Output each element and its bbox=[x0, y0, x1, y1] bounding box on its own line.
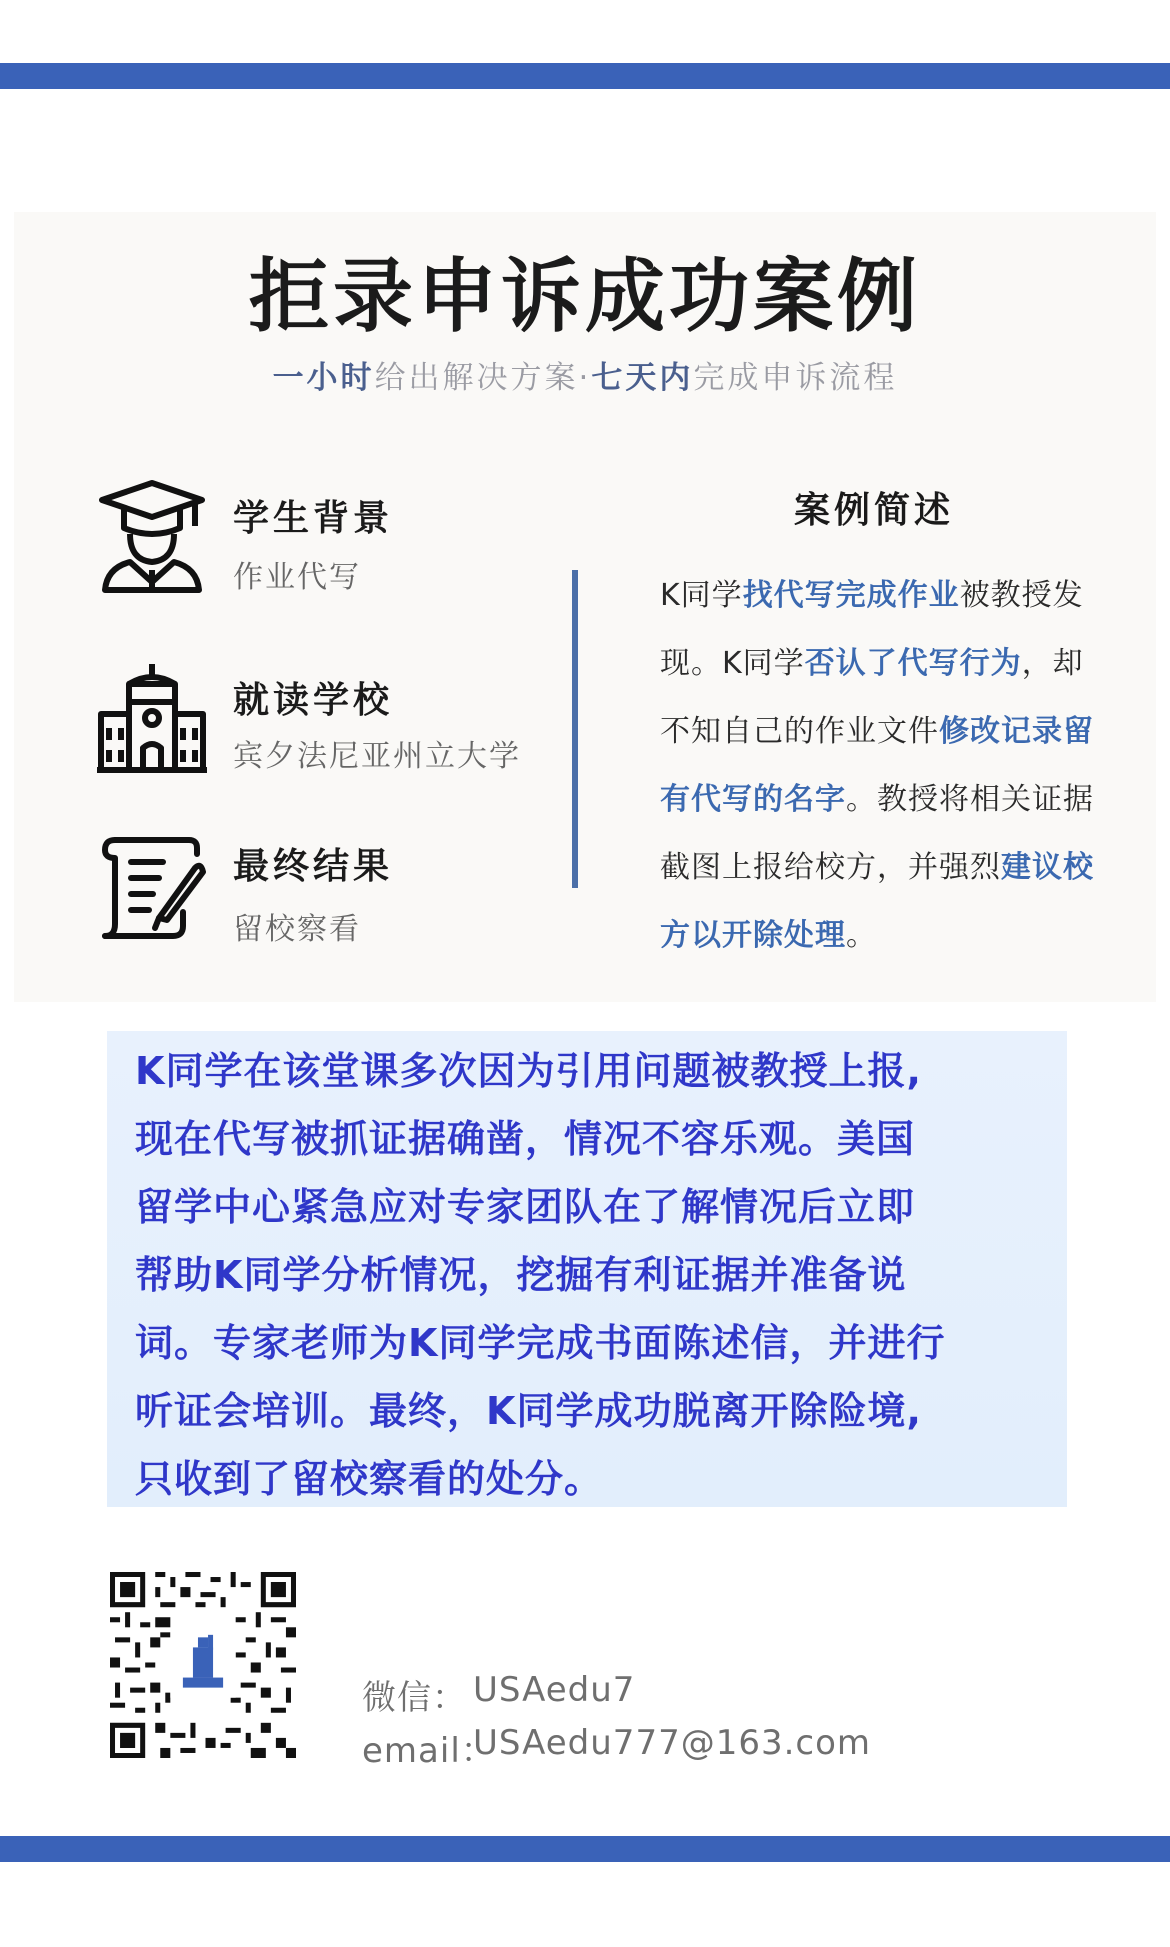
case-line: K同学找代写完成作业被教授发 bbox=[660, 578, 1084, 613]
summary-line: 留学中心紧急应对专家团队在了解情况后立即 bbox=[135, 1185, 916, 1229]
case-line: 有代写的名字。教授将相关证据 bbox=[660, 782, 1094, 817]
page-title: 拒录申诉成功案例 bbox=[249, 250, 921, 343]
school-building-icon bbox=[97, 662, 207, 774]
summary-line: 听证会培训。最终，K同学成功脱离开除险境, bbox=[135, 1389, 922, 1433]
summary-line: 词。专家老师为K同学完成书面陈述信，并进行 bbox=[135, 1321, 946, 1365]
scroll-pen-icon bbox=[97, 832, 207, 942]
result-value: 留校察看 bbox=[233, 912, 361, 947]
school-label: 就读学校 bbox=[233, 680, 394, 721]
summary-line: 帮助K同学分析情况，挖掘有利证据并准备说 bbox=[135, 1253, 907, 1297]
top-accent-bar bbox=[0, 63, 1170, 89]
background-label: 学生背景 bbox=[233, 498, 394, 539]
case-line: 现。K同学否认了代写行为，却 bbox=[660, 646, 1084, 681]
bottom-accent-bar bbox=[0, 1836, 1170, 1862]
case-line: 不知自己的作业文件修改记录留 bbox=[660, 714, 1094, 749]
case-line: 方以开除处理。 bbox=[660, 918, 877, 953]
summary-line: 只收到了留校察看的处分。 bbox=[135, 1457, 604, 1501]
result-label: 最终结果 bbox=[233, 846, 394, 887]
case-summary-title: 案例简述 bbox=[794, 490, 955, 531]
summary-line: K同学在该堂课多次因为引用问题被教授上报, bbox=[135, 1049, 922, 1093]
qr-code bbox=[110, 1572, 296, 1758]
vertical-divider bbox=[572, 570, 578, 888]
email-label: email： bbox=[362, 1731, 496, 1771]
background-value: 作业代写 bbox=[233, 560, 361, 595]
graduate-icon bbox=[97, 478, 207, 593]
summary-line: 现在代写被抓证据确凿，情况不容乐观。美国 bbox=[135, 1117, 916, 1161]
wechat-label: 微信： bbox=[362, 1678, 467, 1718]
case-line: 截图上报给校方，并强烈建议校 bbox=[660, 850, 1094, 885]
school-value: 宾夕法尼亚州立大学 bbox=[233, 739, 521, 774]
email-value[interactable]: USAedu777@163.com bbox=[473, 1723, 872, 1763]
page-subtitle: 一小时给出解决方案·七天内完成申诉流程 bbox=[272, 360, 898, 396]
wechat-value[interactable]: USAedu7 bbox=[473, 1670, 636, 1710]
